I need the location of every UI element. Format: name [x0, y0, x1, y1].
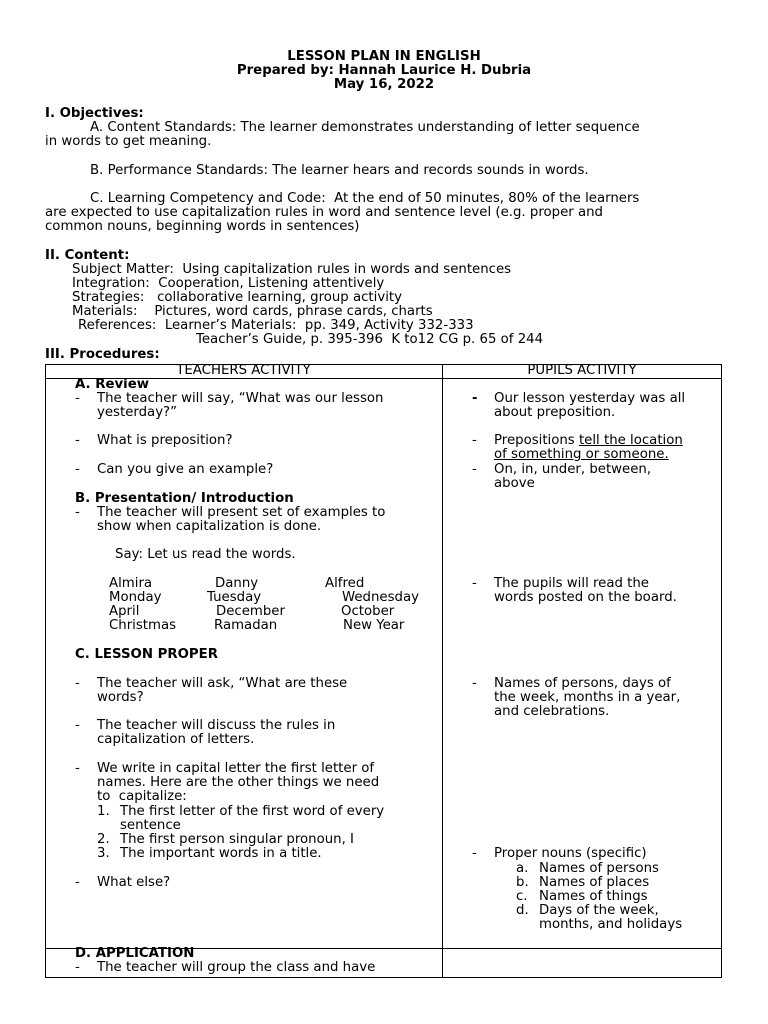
lesson-date: May 16, 2022 — [333, 77, 435, 92]
word-card: Danny — [215, 576, 259, 591]
rule-3: The important words in a title. — [120, 846, 322, 861]
content-standards-line1: A. Content Standards: The learner demonstrates understanding of letter sequence — [90, 120, 640, 135]
bullet-dash: - — [75, 462, 80, 477]
teacher-capital-line2: names. Here are the other things we need — [97, 775, 380, 790]
rule-2: The first person singular pronoun, I — [120, 832, 354, 847]
teacher-ask-line1: The teacher will ask, “What are these — [97, 676, 348, 691]
list-letter: c. — [516, 889, 528, 904]
pupil-preposition-underlined-line2: of something or someone. — [494, 447, 669, 462]
document-title: LESSON PLAN IN ENGLISH — [287, 49, 481, 64]
teacher-discuss-line2: capitalization of letters. — [97, 732, 255, 747]
bullet-dash: - — [472, 391, 478, 406]
prepared-by: Prepared by: Hannah Laurice H. Dubria — [236, 63, 532, 78]
teacher-review-question: What is preposition? — [97, 433, 233, 448]
teacher-what-else: What else? — [97, 875, 171, 890]
word-card: April — [109, 604, 140, 619]
bullet-dash: - — [75, 505, 80, 520]
word-card: December — [216, 604, 285, 619]
strategies: Strategies: collaborative learning, group activity — [72, 290, 402, 305]
teachers-activity-header: TEACHERS ACTIVITY — [176, 363, 311, 378]
say-read-words: Say: Let us read the words. — [115, 547, 296, 562]
list-letter: b. — [516, 875, 529, 890]
rule-number: 3. — [97, 846, 110, 861]
bullet-dash: - — [472, 576, 477, 591]
word-card: Ramadan — [214, 618, 278, 633]
learning-competency-line1: C. Learning Competency and Code: At the end of 50 minutes, 80% of the learners — [90, 191, 640, 206]
bullet-dash: - — [75, 960, 80, 975]
teacher-ask-line2: words? — [97, 690, 144, 705]
bullet-dash: - — [75, 391, 80, 406]
presentation-heading: B. Presentation/ Introduction — [75, 491, 294, 506]
word-card: October — [341, 604, 395, 619]
integration: Integration: Cooperation, Listening attentively — [72, 276, 385, 291]
teacher-application-line1: The teacher will group the class and have — [97, 960, 376, 975]
word-card: Almira — [109, 576, 153, 591]
proper-noun-item: Names of places — [539, 875, 650, 890]
application-heading: D. APPLICATION — [75, 946, 195, 961]
teacher-presentation-line2: show when capitalization is done. — [97, 519, 322, 534]
proper-noun-item: Days of the week, — [539, 903, 659, 918]
bullet-dash: - — [472, 462, 477, 477]
teacher-presentation-line1: The teacher will present set of examples to — [97, 505, 386, 520]
lesson-proper-heading: C. LESSON PROPER — [75, 647, 218, 662]
word-card: Christmas — [109, 618, 177, 633]
bullet-dash: - — [75, 676, 80, 691]
bullet-dash: - — [75, 718, 80, 733]
word-card: Alfred — [325, 576, 365, 591]
bullet-dash: - — [472, 846, 477, 861]
pupil-example-line2: above — [494, 476, 535, 491]
list-letter: a. — [516, 861, 529, 876]
content-heading: II. Content: — [45, 248, 130, 263]
pupil-presentation-line1: The pupils will read the — [494, 576, 649, 591]
proper-noun-item: Names of things — [539, 889, 648, 904]
references: References: Learner’s Materials: pp. 349, Activity 332-333 — [78, 318, 474, 333]
word-card: Tuesday — [207, 590, 262, 605]
rule-1-line2: sentence — [120, 818, 181, 833]
rule-number: 1. — [97, 804, 110, 819]
bullet-dash: - — [472, 676, 477, 691]
bullet-dash: - — [472, 433, 477, 448]
bullet-dash: - — [75, 433, 80, 448]
pupil-review-line2: about preposition. — [494, 405, 616, 420]
word-card: Wednesday — [342, 590, 419, 605]
pupil-proper-nouns: Proper nouns (specific) — [494, 846, 647, 861]
word-card: Monday — [109, 590, 162, 605]
pupil-names-line1: Names of persons, days of — [494, 676, 671, 691]
teacher-discuss-line1: The teacher will discuss the rules in — [97, 718, 336, 733]
pupil-review-line1: Our lesson yesterday was all — [494, 391, 686, 406]
content-standards-line2: in words to get meaning. — [45, 134, 212, 149]
performance-standards: B. Performance Standards: The learner hears and records sounds in words. — [90, 163, 589, 178]
list-letter: d. — [516, 903, 529, 918]
rule-1-line1: The first letter of the first word of every — [120, 804, 385, 819]
teacher-review-line2: yesterday?” — [97, 405, 178, 420]
pupil-presentation-line2: words posted on the board. — [494, 590, 677, 605]
proper-noun-item: Names of persons — [539, 861, 659, 876]
references-teachers-guide: Teacher’s Guide, p. 395-396 K to12 CG p. 65 of 244 — [196, 332, 544, 347]
pupil-names-line2: the week, months in a year, — [494, 690, 681, 705]
bullet-dash: - — [75, 875, 80, 890]
teacher-review-example: Can you give an example? — [97, 462, 274, 477]
teacher-capital-line3: to capitalize: — [97, 789, 187, 804]
subject-matter: Subject Matter: Using capitalization rules in words and sentences — [72, 262, 512, 277]
bullet-dash: - — [75, 761, 80, 776]
pupil-example-line1: On, in, under, between, — [494, 462, 652, 477]
learning-competency-line2: are expected to use capitalization rules in word and sentence level (e.g. proper and — [45, 205, 603, 220]
pupil-preposition-underlined: tell the location — [578, 433, 683, 448]
teacher-capital-line1: We write in capital letter the first letter of — [97, 761, 375, 776]
objectives-heading: I. Objectives: — [45, 106, 144, 121]
procedures-heading: III. Procedures: — [45, 347, 160, 362]
learning-competency-line3: common nouns, beginning words in sentences) — [45, 219, 360, 234]
proper-noun-item-continued: months, and holidays — [539, 917, 683, 932]
pupil-names-line3: and celebrations. — [494, 704, 610, 719]
pupils-activity-header: PUPILS ACTIVITY — [527, 363, 637, 378]
pupil-preposition-plain: Prepositions — [494, 433, 579, 448]
review-heading: A. Review — [75, 377, 150, 392]
word-card: New Year — [343, 618, 405, 633]
materials: Materials: Pictures, word cards, phrase cards, charts — [72, 304, 433, 319]
teacher-review-line1: The teacher will say, “What was our lesson — [97, 391, 384, 406]
rule-number: 2. — [97, 832, 110, 847]
